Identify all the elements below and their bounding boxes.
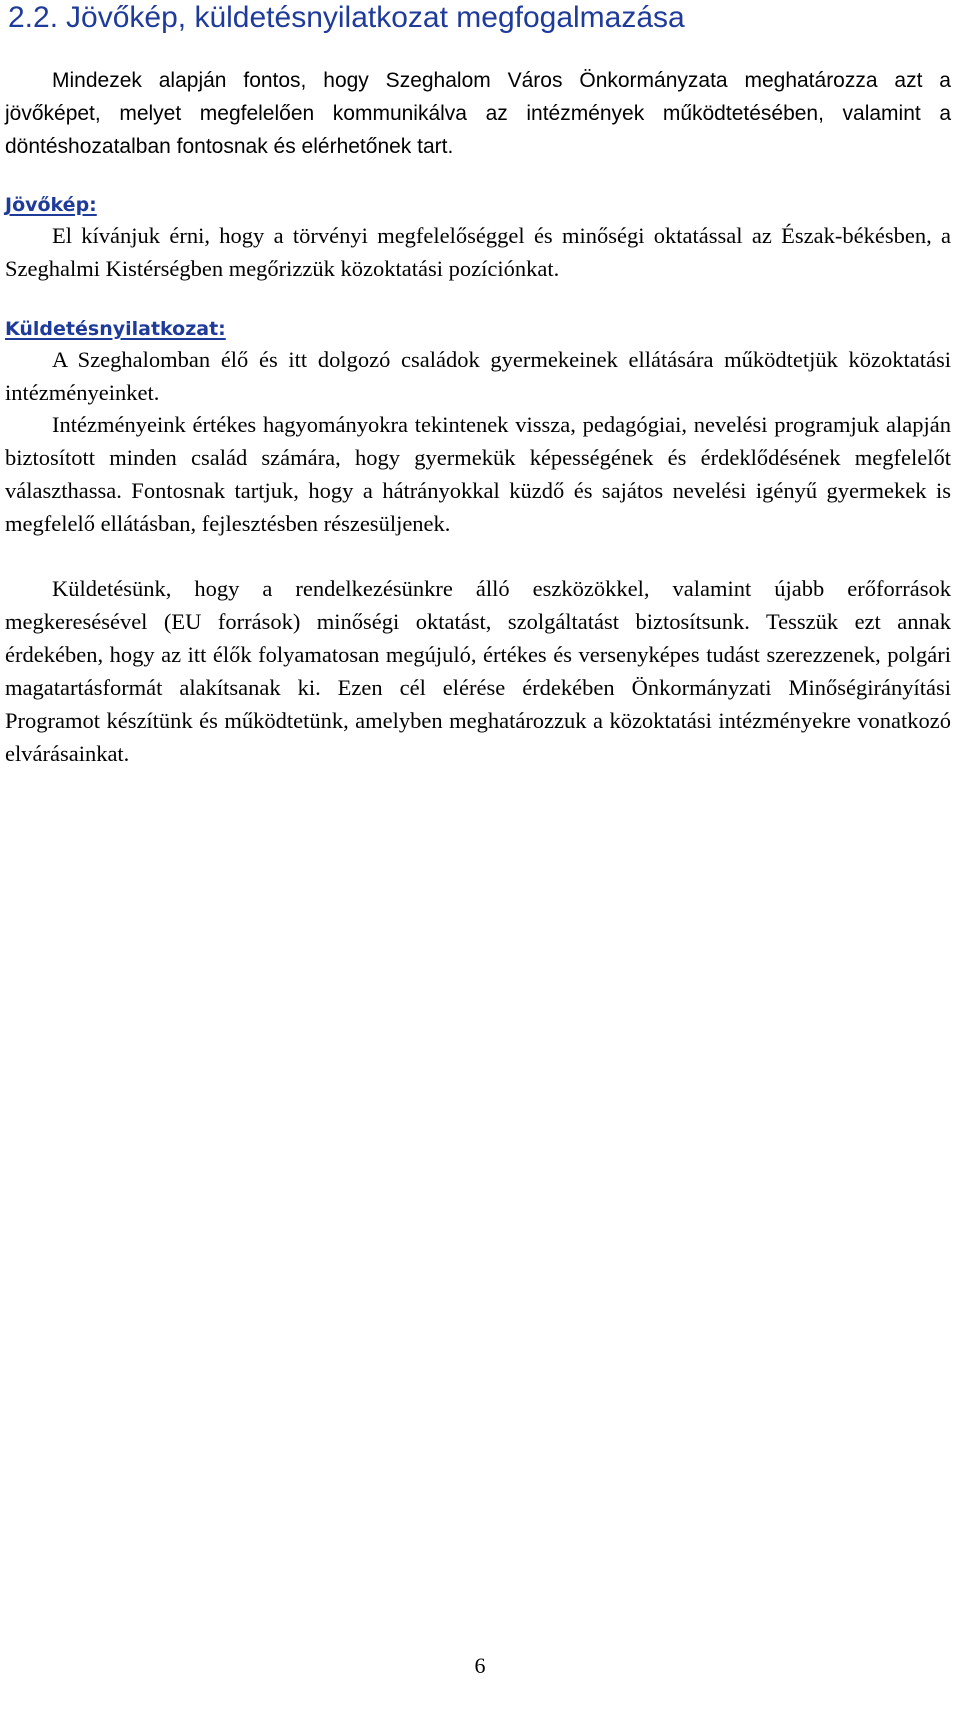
mission-paragraph-3: Küldetésünk, hogy a rendelkezésünkre álló eszközökkel, valamint újabb erőforrások megkeresésével (EU források) minőségi oktatást, szolgáltatást biztosítsunk. Tesszük ezt annak érdekében, hogy az itt élők folyamatosan megújuló, értékes és versenyképes tudást szerezzenek, polgári magatartásformát alakítsanak ki. Ezen cél elérése érdekében Önkormányzati Minőségirányítási Programot készítünk és működtetünk, amelyben meghatározzuk a közoktatási intézményekre vonatkozó elvárásainkat.: [5, 576, 951, 766]
section-title: Jövőkép, küldetésnyilatkozat megfogalmazása: [66, 1, 685, 34]
intro-paragraph: Mindezek alapján fontos, hogy Szeghalom Város Önkormányzata meghatározza azt a jövőképet, melyet megfelelően kommunikálva az intézmények működtetésében, valamint a döntéshozatalban fontosnak és elérhetőnek tart.: [5, 69, 951, 158]
vision-paragraph: El kívánjuk érni, hogy a törvényi megfelelőséggel és minőségi oktatással az Észak-békésben, a Szeghalmi Kistérségben megőrizzük közoktatási pozíciónkat.: [5, 223, 951, 281]
mission-paragraph-2: Intézményeink értékes hagyományokra tekintenek vissza, pedagógiai, nevelési programjuk alapján biztosított minden család számára, hogy gyermekük képességének és érdeklődésének megfelelőt választhassa. Fontosnak tartjuk, hogy a hátrányokkal küzdő és sajátos nevelési igényű gyermekek is megfelelő ellátásban, fejlesztésben részesüljenek.: [5, 412, 951, 536]
mission-label: Küldetésnyilatkozat:: [5, 318, 226, 340]
section-heading: [8, 0, 685, 36]
page-number: 6: [474, 1653, 486, 1678]
mission-paragraph-1: A Szeghalomban élő és itt dolgozó családok gyermekeinek ellátására működtetjük közoktatási intézményeinket.: [5, 347, 951, 405]
vision-label: Jövőkép:: [5, 194, 97, 216]
section-number: 2.2.: [8, 1, 59, 34]
